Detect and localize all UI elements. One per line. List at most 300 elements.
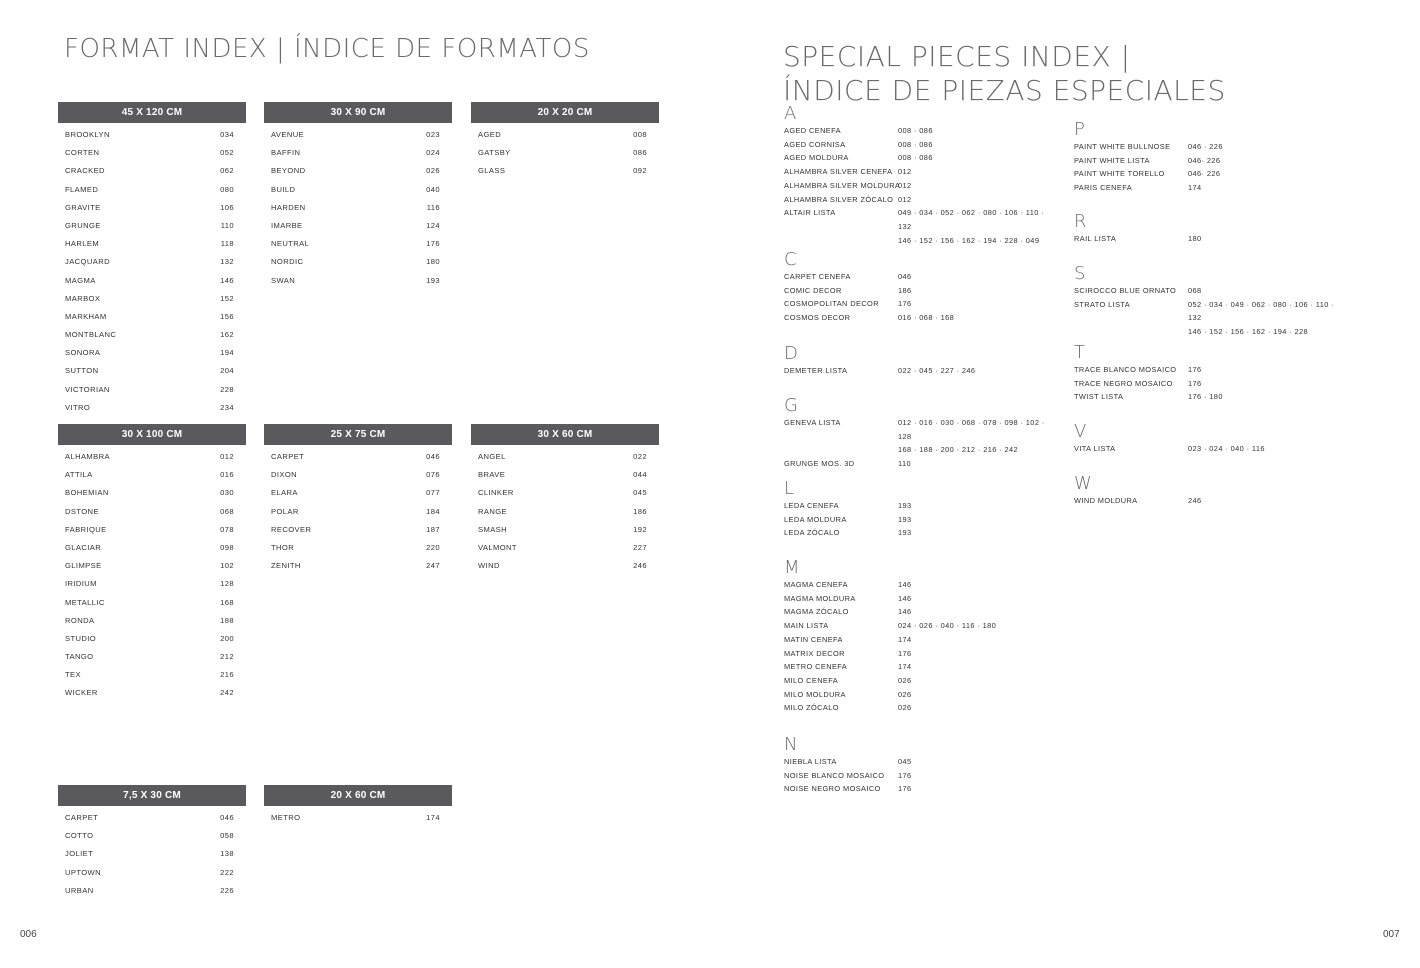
special-piece-row	[784, 499, 1084, 513]
format-row	[58, 539, 246, 557]
format-row	[58, 181, 246, 199]
format-block-header: 30 X 100 CM	[58, 424, 246, 445]
series-name: FABRIQUE	[65, 524, 107, 534]
page-reference: 222	[220, 867, 234, 877]
page-reference: 102	[220, 561, 234, 571]
series-name: VALMONT	[478, 542, 517, 552]
page-number-left: 006	[20, 929, 37, 940]
piece-name: COSMOS DECOR	[784, 313, 851, 323]
special-piece-row	[784, 151, 1084, 165]
section-letter: W	[1074, 473, 1092, 494]
special-piece-row	[1074, 154, 1374, 168]
index-section-l	[784, 479, 1084, 540]
special-piece-row	[1074, 390, 1374, 404]
format-row	[58, 557, 246, 575]
series-name: RONDA	[65, 615, 95, 625]
format-row	[471, 503, 659, 521]
page-reference: 226	[220, 885, 234, 895]
series-name: DSTONE	[65, 506, 99, 516]
series-name: BROOKLYN	[65, 130, 110, 139]
page-reference: 192	[633, 524, 647, 534]
page-reference: 187	[426, 524, 440, 534]
format-row	[58, 648, 246, 666]
format-row	[58, 235, 246, 253]
index-section-g	[784, 396, 1084, 471]
piece-name: ALHAMBRA SILVER MOLDURA	[784, 180, 901, 190]
format-block-header: 25 X 75 CM	[264, 424, 452, 445]
piece-name: RAIL LISTA	[1074, 234, 1117, 243]
section-letter: M	[784, 557, 800, 578]
special-piece-row	[784, 416, 1084, 457]
piece-name: MATRIX DECOR	[784, 648, 845, 658]
format-row	[264, 235, 452, 253]
series-name: JOLIET	[65, 849, 94, 859]
piece-name: LEDA CENEFA	[784, 501, 839, 510]
format-row	[58, 630, 246, 648]
format-row	[264, 199, 452, 217]
page-references: 049 · 034 · 052 · 062 · 080 · 106 · 110 · 132 146 · 152 · 156 · 162 · 194 · 228 · 049	[898, 208, 1045, 245]
format-row	[264, 162, 452, 180]
format-row	[58, 666, 246, 684]
special-piece-row	[784, 782, 1084, 796]
format-row	[264, 448, 452, 466]
piece-name: AGED CORNISA	[784, 139, 846, 149]
piece-name: MAGMA ZÓCALO	[784, 607, 849, 617]
series-name: SMASH	[478, 524, 508, 534]
page-references: 026	[898, 675, 912, 685]
format-block-header: 20 X 60 CM	[264, 785, 452, 806]
series-name: ZENITH	[271, 561, 301, 571]
page-references: 176	[898, 299, 912, 309]
page-reference: 092	[633, 166, 647, 176]
series-name: IMARBE	[271, 220, 303, 230]
special-piece-row	[784, 297, 1084, 311]
index-section-w	[1074, 474, 1374, 508]
series-name: MONTBLANC	[65, 330, 117, 340]
special-piece-row	[784, 284, 1084, 298]
section-letter: T	[1074, 342, 1085, 363]
page-references: 046 · 226	[1188, 142, 1223, 151]
special-piece-row	[784, 619, 1084, 633]
format-row	[264, 253, 452, 271]
page-references: 110	[898, 459, 911, 469]
format-row	[58, 399, 246, 417]
page-reference: 058	[220, 831, 234, 841]
series-name: URBAN	[65, 885, 94, 895]
format-row	[58, 344, 246, 362]
special-pieces-index-title: SPECIAL PIECES INDEX | ÍNDICE DE PIEZAS ESPECIALES	[783, 40, 1226, 107]
page-references: 024 · 026 · 040 · 116 · 180	[898, 621, 997, 631]
page-reference: 220	[426, 542, 440, 552]
series-name: BUILD	[271, 184, 296, 194]
format-block	[471, 102, 659, 181]
format-row	[58, 144, 246, 162]
series-name: SUTTON	[65, 366, 99, 376]
piece-name: MAGMA MOLDURA	[784, 593, 856, 603]
page-reference: 068	[220, 506, 234, 516]
special-piece-row	[1074, 377, 1374, 391]
page-reference: 086	[633, 148, 647, 158]
series-name: HARLEM	[65, 239, 100, 249]
series-name: MARKHAM	[65, 311, 107, 321]
page-reference: 174	[426, 813, 440, 822]
series-name: GLASS	[478, 166, 506, 176]
series-name: HARDEN	[271, 202, 306, 212]
page-reference: 030	[220, 488, 234, 498]
series-name: RECOVER	[271, 524, 312, 534]
series-name: BAFFIN	[271, 148, 301, 158]
special-piece-row	[1074, 181, 1374, 195]
page-reference: 176	[426, 239, 440, 249]
format-row	[58, 448, 246, 466]
page-references: 186	[898, 285, 912, 295]
piece-name: LEDA ZÓCALO	[784, 528, 840, 538]
format-row	[58, 253, 246, 271]
series-name: SONORA	[65, 348, 101, 358]
format-block	[471, 424, 659, 575]
format-row	[471, 539, 659, 557]
page-reference: 034	[220, 130, 234, 139]
format-block	[58, 785, 246, 900]
special-piece-row	[784, 701, 1084, 715]
format-row	[264, 466, 452, 484]
piece-name: LEDA MOLDURA	[784, 514, 847, 524]
page-reference: 227	[633, 542, 647, 552]
series-name: GRAVITE	[65, 202, 101, 212]
special-piece-row	[784, 457, 1084, 471]
special-piece-row	[784, 633, 1084, 647]
series-name: VITRO	[65, 402, 91, 412]
page-reference: 098	[220, 542, 234, 552]
special-piece-row	[784, 179, 1084, 193]
page-references: 026	[898, 703, 912, 713]
page-reference: 212	[220, 652, 234, 662]
special-piece-row	[784, 688, 1084, 702]
format-row	[471, 144, 659, 162]
page-number-right: 007	[1383, 929, 1400, 940]
page-reference: 180	[426, 257, 440, 267]
page-reference: 246	[633, 561, 647, 571]
piece-name: MATIN CENEFA	[784, 634, 843, 644]
page-references: 008 · 086	[898, 139, 933, 149]
piece-name: NIEBLA LISTA	[784, 757, 837, 766]
page-references: 176	[1188, 365, 1202, 374]
series-name: GRUNGE	[65, 220, 101, 230]
format-row	[471, 448, 659, 466]
page-reference: 204	[220, 366, 234, 376]
series-name: BRAVE	[478, 470, 506, 480]
page-references: 176 · 180	[1188, 392, 1223, 402]
series-name: IRIDIUM	[65, 579, 97, 589]
page-reference: 168	[220, 597, 234, 607]
special-piece-row	[784, 526, 1084, 540]
page-references: 246	[1188, 496, 1202, 505]
special-piece-row	[784, 124, 1084, 138]
index-section-p	[1074, 120, 1374, 195]
page-reference: 152	[220, 293, 234, 303]
series-name: CLINKER	[478, 488, 514, 498]
series-name: GATSBY	[478, 148, 511, 158]
page-reference: 024	[426, 148, 440, 158]
page-reference: 234	[220, 402, 234, 412]
piece-name: ALHAMBRA SILVER CENEFA	[784, 167, 893, 177]
page-references: 023 · 024 · 040 · 116	[1188, 444, 1265, 453]
series-name: GLACIAR	[65, 542, 102, 552]
page-reference: 228	[220, 384, 234, 394]
page-reference: 193	[426, 275, 440, 285]
series-name: CORTEN	[65, 148, 100, 158]
special-piece-row	[784, 193, 1084, 207]
page-references: 045	[898, 757, 912, 766]
series-name: COTTO	[65, 831, 94, 841]
piece-name: SCIROCCO BLUE ORNATO	[1074, 286, 1177, 295]
special-piece-row	[784, 605, 1084, 619]
format-block	[264, 102, 452, 290]
page-reference: 040	[426, 184, 440, 194]
format-row	[58, 612, 246, 630]
page-references: 146	[898, 593, 912, 603]
special-piece-row	[784, 206, 1084, 247]
page-references: 052 · 034 · 049 · 062 · 080 · 106 · 110 · 132 146 · 152 · 156 · 162 · 194 · 228	[1188, 299, 1335, 337]
piece-name: ALHAMBRA SILVER ZÓCALO	[784, 194, 894, 204]
series-name: NEUTRAL	[271, 239, 310, 249]
index-section-s	[1074, 264, 1374, 339]
series-name: METALLIC	[65, 597, 105, 607]
section-letter: C	[784, 249, 797, 270]
piece-name: DEMETER LISTA	[784, 366, 848, 375]
special-piece-row	[784, 769, 1084, 783]
page-reference: 118	[220, 239, 234, 249]
page-references: 193	[898, 501, 912, 510]
format-row	[58, 575, 246, 593]
series-name: SWAN	[271, 275, 296, 285]
page-references: 022 · 045 · 227 · 246	[898, 366, 976, 375]
special-piece-row	[784, 592, 1084, 606]
page-references: 046· 226	[1188, 155, 1221, 165]
format-row	[471, 126, 659, 144]
format-row	[58, 308, 246, 326]
series-name: FLAMED	[65, 184, 99, 194]
section-letter: V	[1074, 421, 1087, 442]
special-piece-row	[1074, 494, 1374, 508]
format-row	[58, 845, 246, 863]
special-piece-row	[784, 138, 1084, 152]
series-name: GLIMPSE	[65, 561, 102, 571]
page-reference: 076	[426, 470, 440, 480]
section-letter: N	[784, 734, 798, 755]
piece-name: WIND MOLDURA	[1074, 496, 1138, 505]
page-reference: 216	[220, 670, 234, 680]
format-row	[58, 684, 246, 702]
series-name: BOHEMIAN	[65, 488, 109, 498]
series-name: UPTOWN	[65, 867, 102, 877]
piece-name: NOISE NEGRO MOSAICO	[784, 784, 881, 794]
page-reference: 044	[633, 470, 647, 480]
page-references: 174	[1188, 183, 1202, 193]
format-block	[58, 424, 246, 703]
index-section-m	[784, 558, 1084, 715]
page-references: 174	[898, 662, 912, 672]
series-name: JACQUARD	[65, 257, 110, 267]
series-name: ELARA	[271, 488, 298, 498]
piece-name: TRACE NEGRO MOSAICO	[1074, 378, 1173, 388]
piece-name: TWIST LISTA	[1074, 392, 1124, 402]
page-references: 176	[1188, 378, 1202, 388]
series-name: NORDIC	[271, 257, 304, 267]
format-row	[58, 864, 246, 882]
special-piece-row	[784, 660, 1084, 674]
format-row	[58, 217, 246, 235]
index-section-c	[784, 250, 1084, 325]
section-letter: A	[784, 103, 797, 124]
special-piece-row	[1074, 167, 1374, 181]
special-piece-row	[784, 311, 1084, 325]
format-row	[58, 882, 246, 900]
format-row	[264, 521, 452, 539]
page-references: 180	[1188, 234, 1202, 243]
format-block	[264, 785, 452, 827]
index-section-d	[784, 344, 1084, 378]
piece-name: NOISE BLANCO MOSAICO	[784, 770, 885, 780]
special-piece-row	[1074, 284, 1374, 298]
format-row	[58, 362, 246, 380]
piece-name: GENEVA LISTA	[784, 418, 841, 427]
special-piece-row	[1074, 298, 1374, 339]
format-row	[58, 326, 246, 344]
page-references: 176	[898, 648, 912, 658]
piece-name: COSMOPOLITAN DECOR	[784, 299, 879, 309]
page-reference: 046	[426, 452, 440, 461]
page-references: 016 · 068 · 168	[898, 313, 955, 323]
piece-name: VITA LISTA	[1074, 444, 1116, 453]
format-row	[58, 809, 246, 827]
piece-name: GRUNGE MOS. 3D	[784, 459, 855, 469]
format-row	[58, 162, 246, 180]
special-piece-row	[784, 674, 1084, 688]
piece-name: AGED MOLDURA	[784, 153, 849, 163]
format-row	[58, 484, 246, 502]
format-block-header: 7,5 X 30 CM	[58, 785, 246, 806]
special-piece-row	[1074, 442, 1374, 456]
page-references: 046· 226	[1188, 169, 1221, 179]
page-reference: 008	[633, 130, 647, 139]
section-letter: P	[1074, 119, 1085, 140]
piece-name: ALTAIR LISTA	[784, 208, 836, 218]
index-section-a	[784, 104, 1084, 247]
format-row	[264, 809, 452, 827]
piece-name: MILO ZÓCALO	[784, 703, 839, 713]
index-section-t	[1074, 343, 1374, 404]
page-reference: 184	[426, 506, 440, 516]
page-references: 008 · 086	[898, 126, 933, 135]
format-row	[471, 557, 659, 575]
format-row	[471, 484, 659, 502]
format-row	[264, 181, 452, 199]
piece-name: COMIC DECOR	[784, 285, 842, 295]
page-reference: 012	[220, 452, 234, 461]
page-reference: 052	[220, 148, 234, 158]
series-name: DIXON	[271, 470, 298, 480]
page-reference: 194	[220, 348, 234, 358]
format-row	[58, 290, 246, 308]
section-letter: R	[1074, 211, 1087, 232]
section-letter: L	[784, 478, 795, 499]
page-reference: 124	[426, 220, 440, 230]
series-name: TEX	[65, 670, 81, 680]
series-name: POLAR	[271, 506, 299, 516]
series-name: WIND	[478, 561, 500, 571]
piece-name: PAINT WHITE TORELLO	[1074, 169, 1165, 179]
series-name: BEYOND	[271, 166, 306, 176]
format-row	[58, 503, 246, 521]
page-reference: 116	[426, 202, 440, 212]
format-row	[264, 144, 452, 162]
page-reference: 186	[633, 506, 647, 516]
format-block-header: 30 X 90 CM	[264, 102, 452, 123]
page-references: 176	[898, 770, 912, 780]
special-piece-row	[784, 578, 1084, 592]
series-name: CRACKED	[65, 166, 105, 176]
series-name: STUDIO	[65, 633, 97, 643]
piece-name: CARPET CENEFA	[784, 272, 851, 281]
piece-name: AGED CENEFA	[784, 126, 841, 135]
series-name: WICKER	[65, 688, 98, 698]
format-block-header: 20 X 20 CM	[471, 102, 659, 123]
page-references: 012	[898, 167, 912, 177]
format-row	[264, 557, 452, 575]
page-reference: 045	[633, 488, 647, 498]
format-row	[471, 521, 659, 539]
special-piece-row	[784, 513, 1084, 527]
page-reference: 077	[426, 488, 440, 498]
format-row	[58, 126, 246, 144]
format-row	[58, 272, 246, 290]
format-index-title: FORMAT INDEX | ÍNDICE DE FORMATOS	[64, 34, 590, 64]
special-piece-row	[1074, 232, 1374, 246]
special-piece-row	[784, 755, 1084, 769]
page-references: 146	[898, 607, 912, 617]
format-row	[58, 381, 246, 399]
page-reference: 247	[426, 561, 440, 571]
special-piece-row	[1074, 140, 1374, 154]
page-references: 068	[1188, 286, 1202, 295]
series-name: VICTORIAN	[65, 384, 110, 394]
piece-name: TRACE BLANCO MOSAICO	[1074, 365, 1177, 374]
piece-name: PAINT WHITE BULLNOSE	[1074, 142, 1171, 151]
piece-name: STRATO LISTA	[1074, 299, 1131, 309]
series-name: METRO	[271, 813, 301, 822]
page-references: 012 · 016 · 030 · 068 · 078 · 098 · 102 · 128 168 · 188 · 200 · 212 · 216 · 242	[898, 418, 1045, 455]
series-name: THOR	[271, 542, 295, 552]
series-name: AGED	[478, 130, 502, 139]
series-name: MAGMA	[65, 275, 96, 285]
page-reference: 026	[426, 166, 440, 176]
series-name: CARPET	[65, 813, 99, 822]
index-section-n	[784, 735, 1084, 796]
series-name: ATTILA	[65, 470, 93, 480]
page-reference: 146	[220, 275, 234, 285]
page-reference: 078	[220, 524, 234, 534]
format-block-header: 45 X 120 CM	[58, 102, 246, 123]
format-row	[58, 466, 246, 484]
page-reference: 110	[220, 220, 234, 230]
page-references: 012	[898, 180, 912, 190]
special-piece-row	[1074, 363, 1374, 377]
page-references: 193	[898, 514, 912, 524]
series-name: TANGO	[65, 652, 94, 662]
page-reference: 046	[220, 813, 234, 822]
special-piece-row	[784, 647, 1084, 661]
